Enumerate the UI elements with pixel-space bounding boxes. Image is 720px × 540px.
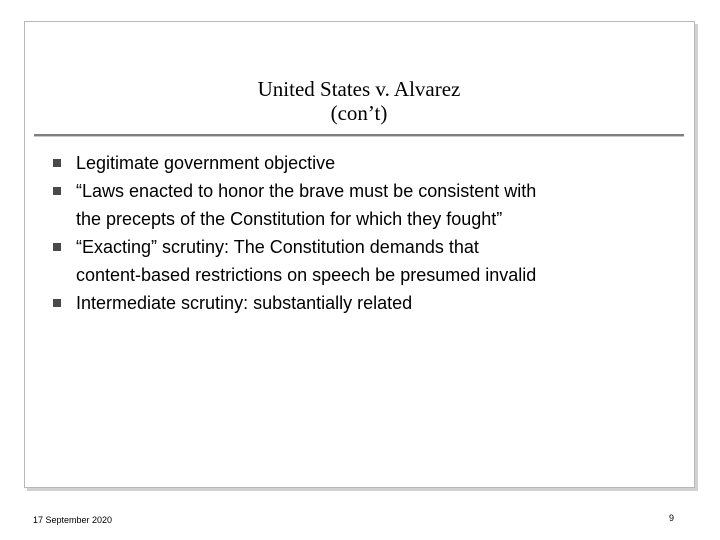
bullet-item [53, 177, 693, 233]
square-bullet-icon [53, 243, 61, 251]
bullet-text: Intermediate scrutiny: substantially related [76, 293, 413, 313]
square-bullet-icon [53, 299, 61, 307]
bullet-list [53, 149, 693, 317]
footer-date: 17 September 2020 [33, 515, 113, 525]
title-line-1: United States v. Alvarez [257, 77, 461, 101]
bullet-text: “Laws enacted to honor the brave must be consistent with [76, 181, 537, 201]
square-bullet-icon [53, 159, 61, 167]
bullet-item [53, 289, 693, 317]
bullet-item [53, 149, 693, 177]
title-divider [34, 134, 684, 137]
bullet-text: “Exacting” scrutiny: The Constitution demands that [76, 237, 479, 257]
title-line-2: (con’t) [330, 101, 388, 125]
bullet-text-continued: the precepts of the Constitution for which they fought” [76, 209, 503, 229]
page-number: 9 [669, 513, 675, 523]
bullet-item [53, 233, 693, 289]
slide-title [24, 77, 694, 125]
bullet-text-continued: content-based restrictions on speech be presumed invalid [76, 265, 537, 285]
square-bullet-icon [53, 187, 61, 195]
bullet-text: Legitimate government objective [76, 153, 336, 173]
